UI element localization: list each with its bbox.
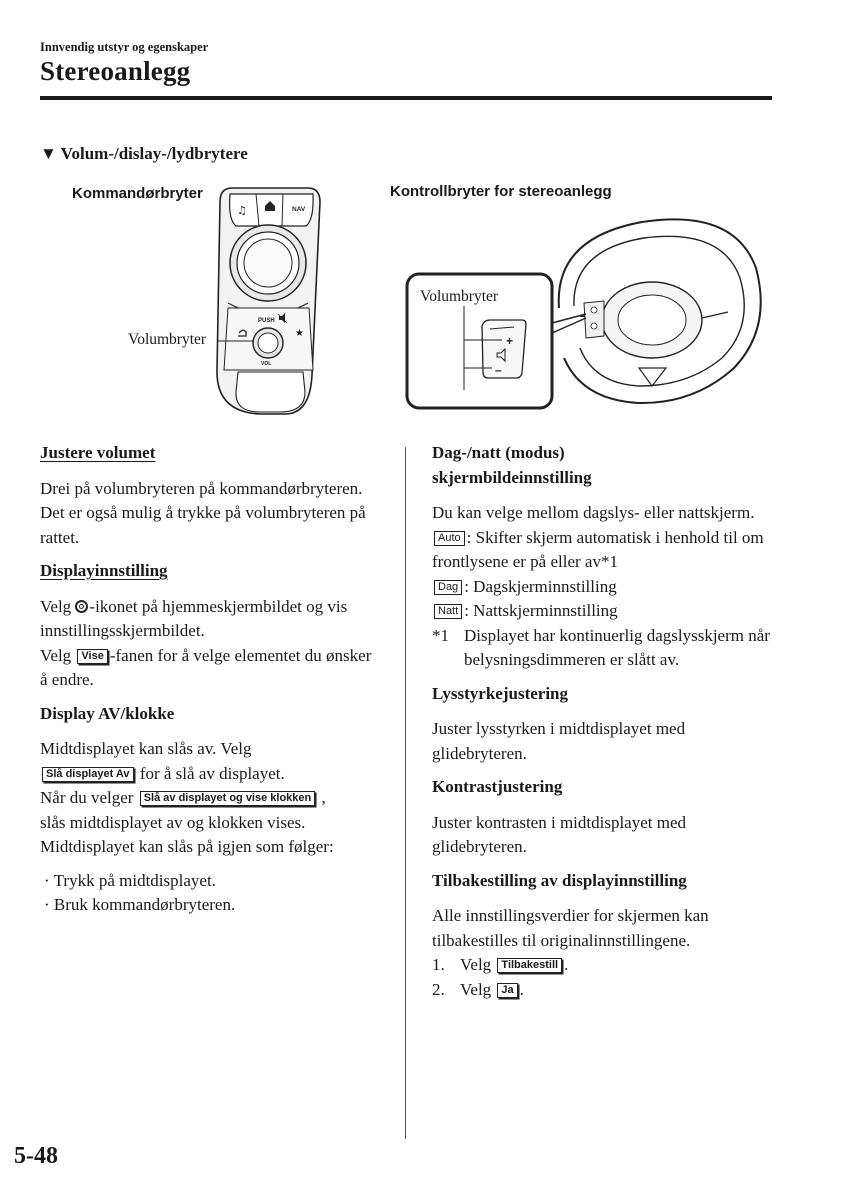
list-item xyxy=(40,893,375,918)
triangle-down-icon: ▼ xyxy=(40,144,57,163)
heading-display-settings: Displayinnstilling xyxy=(40,561,168,580)
title-divider xyxy=(40,96,772,100)
text-span: , xyxy=(317,788,326,807)
volume-switch-callout-left: Volumbryter xyxy=(128,331,207,348)
step-number: 1. xyxy=(432,955,445,974)
footnote xyxy=(432,624,777,673)
text-span: Velg xyxy=(40,596,76,616)
heading-contrast: Kontrastjustering xyxy=(432,777,563,796)
text-span: for å slå av displayet. xyxy=(135,763,285,783)
vol-label: VOL xyxy=(261,361,272,367)
svg-text:★: ★ xyxy=(295,328,304,339)
text-span: . xyxy=(564,955,569,974)
volume-plus-label: + xyxy=(506,334,514,348)
display-off-text-3 xyxy=(40,786,375,811)
gear-icon xyxy=(75,600,88,613)
contrast-text: Juster kontrasten i midtdisplayet med glidebryteren. xyxy=(432,812,687,856)
bullet-mark: · xyxy=(44,870,50,890)
right-column xyxy=(432,441,777,1002)
star-icon xyxy=(295,328,304,339)
volume-text: Drei på volumbryteren på kommandørbryteren. Det er også mulig å trykke på volumbryteren på rattet. xyxy=(40,478,366,547)
display-off-text-1: Midtdisplayet kan slås av. Velg xyxy=(40,739,252,758)
display-off-text-4: slås midtdisplayet av og klokken vises. Midtdisplayet kan slås på igjen som følger: xyxy=(40,812,334,856)
bullet-text: Trykk på midtdisplayet. xyxy=(53,870,216,890)
page-title: Stereoanlegg xyxy=(40,56,191,86)
display-off-text-2 xyxy=(40,762,375,787)
display-settings-text-2 xyxy=(40,644,375,693)
text-span: : Dagskjerminnstilling xyxy=(464,576,617,596)
bullet-text: Bruk kommandørbryteren. xyxy=(53,895,236,914)
reset-text: Alle innstillingsverdier for skjermen kan tilbakestilles til originalinnstillingene. xyxy=(432,906,709,950)
volume-minus-label: – xyxy=(495,363,502,377)
commander-switch-label: Kommandørbryter xyxy=(72,185,203,202)
auto-key: Auto xyxy=(434,531,465,546)
column-divider xyxy=(405,447,406,1139)
step-2 xyxy=(432,978,777,1003)
vise-tab-key: Vise xyxy=(77,649,107,664)
volume-switch-callout-right: Volumbryter xyxy=(420,288,499,305)
footnote-text: Displayet har kontinuerlig dagslysskjerm når belysningsdimmeren er slått av. xyxy=(464,625,770,669)
footnote-mark: *1 xyxy=(432,625,449,645)
section-heading xyxy=(40,144,248,164)
step-number: 2. xyxy=(432,979,445,999)
nav-label: NAV xyxy=(292,206,306,213)
text-span: : Skifter skjerm automatisk i henhold til om frontlysene er på eller av*1 xyxy=(432,527,764,571)
heading-display-off-clock: Display AV/klokke xyxy=(40,703,175,723)
left-column xyxy=(40,441,375,918)
music-note-icon xyxy=(237,204,247,217)
step-1 xyxy=(432,953,777,978)
day-option xyxy=(432,575,777,600)
page-number: 5-48 xyxy=(14,1143,58,1169)
reset-key: Tilbakestill xyxy=(497,958,562,973)
steering-wheel-illustration xyxy=(404,208,774,413)
yes-key: Ja xyxy=(497,983,517,998)
text-span: -ikonet på hjemmeskjermbildet og vis innstillingsskjermbildet. xyxy=(40,596,348,640)
svg-text:♫: ♫ xyxy=(237,204,247,217)
text-span: Velg xyxy=(40,645,76,665)
text-span: Når du velger xyxy=(40,788,138,807)
text-span: -fanen for å velge elementet du ønsker å endre. xyxy=(40,645,372,689)
brightness-text: Juster lysstyrken i midtdisplayet med glidebryteren. xyxy=(432,719,686,763)
steering-switch-label: Kontrollbryter for stereoanlegg xyxy=(390,183,612,200)
day-night-text: Du kan velge mellom dagslys- eller nattskjerm. xyxy=(432,503,755,522)
display-off-key: Slå displayet Av xyxy=(42,767,134,782)
heading-brightness: Lysstyrkejustering xyxy=(432,683,568,703)
bullet-mark: · xyxy=(44,895,50,914)
display-off-clock-key: Slå av displayet og vise klokken xyxy=(140,791,316,806)
display-settings-text-1 xyxy=(40,595,375,644)
auto-option xyxy=(432,526,777,575)
text-span: Velg xyxy=(460,979,496,999)
breadcrumb: Innvendig utstyr og egenskaper xyxy=(40,40,209,54)
heading-reset: Tilbakestilling av displayinnstilling xyxy=(432,870,687,890)
night-option xyxy=(432,599,777,624)
commander-switch-illustration xyxy=(120,180,335,425)
text-span: Velg xyxy=(460,955,496,974)
push-label: PUSH xyxy=(258,318,275,324)
heading-day-night-l2: skjermbildeinnstilling xyxy=(432,467,592,487)
section-heading-text: Volum-/dislay-/lydbrytere xyxy=(60,144,248,163)
heading-volume: Justere volumet xyxy=(40,443,156,462)
heading-day-night-l1: Dag-/natt (modus) xyxy=(432,443,565,462)
text-span: . xyxy=(519,979,524,999)
day-key: Dag xyxy=(434,580,462,595)
text-span: : Nattskjerminnstilling xyxy=(464,601,618,620)
list-item xyxy=(40,869,375,894)
night-key: Natt xyxy=(434,604,462,619)
